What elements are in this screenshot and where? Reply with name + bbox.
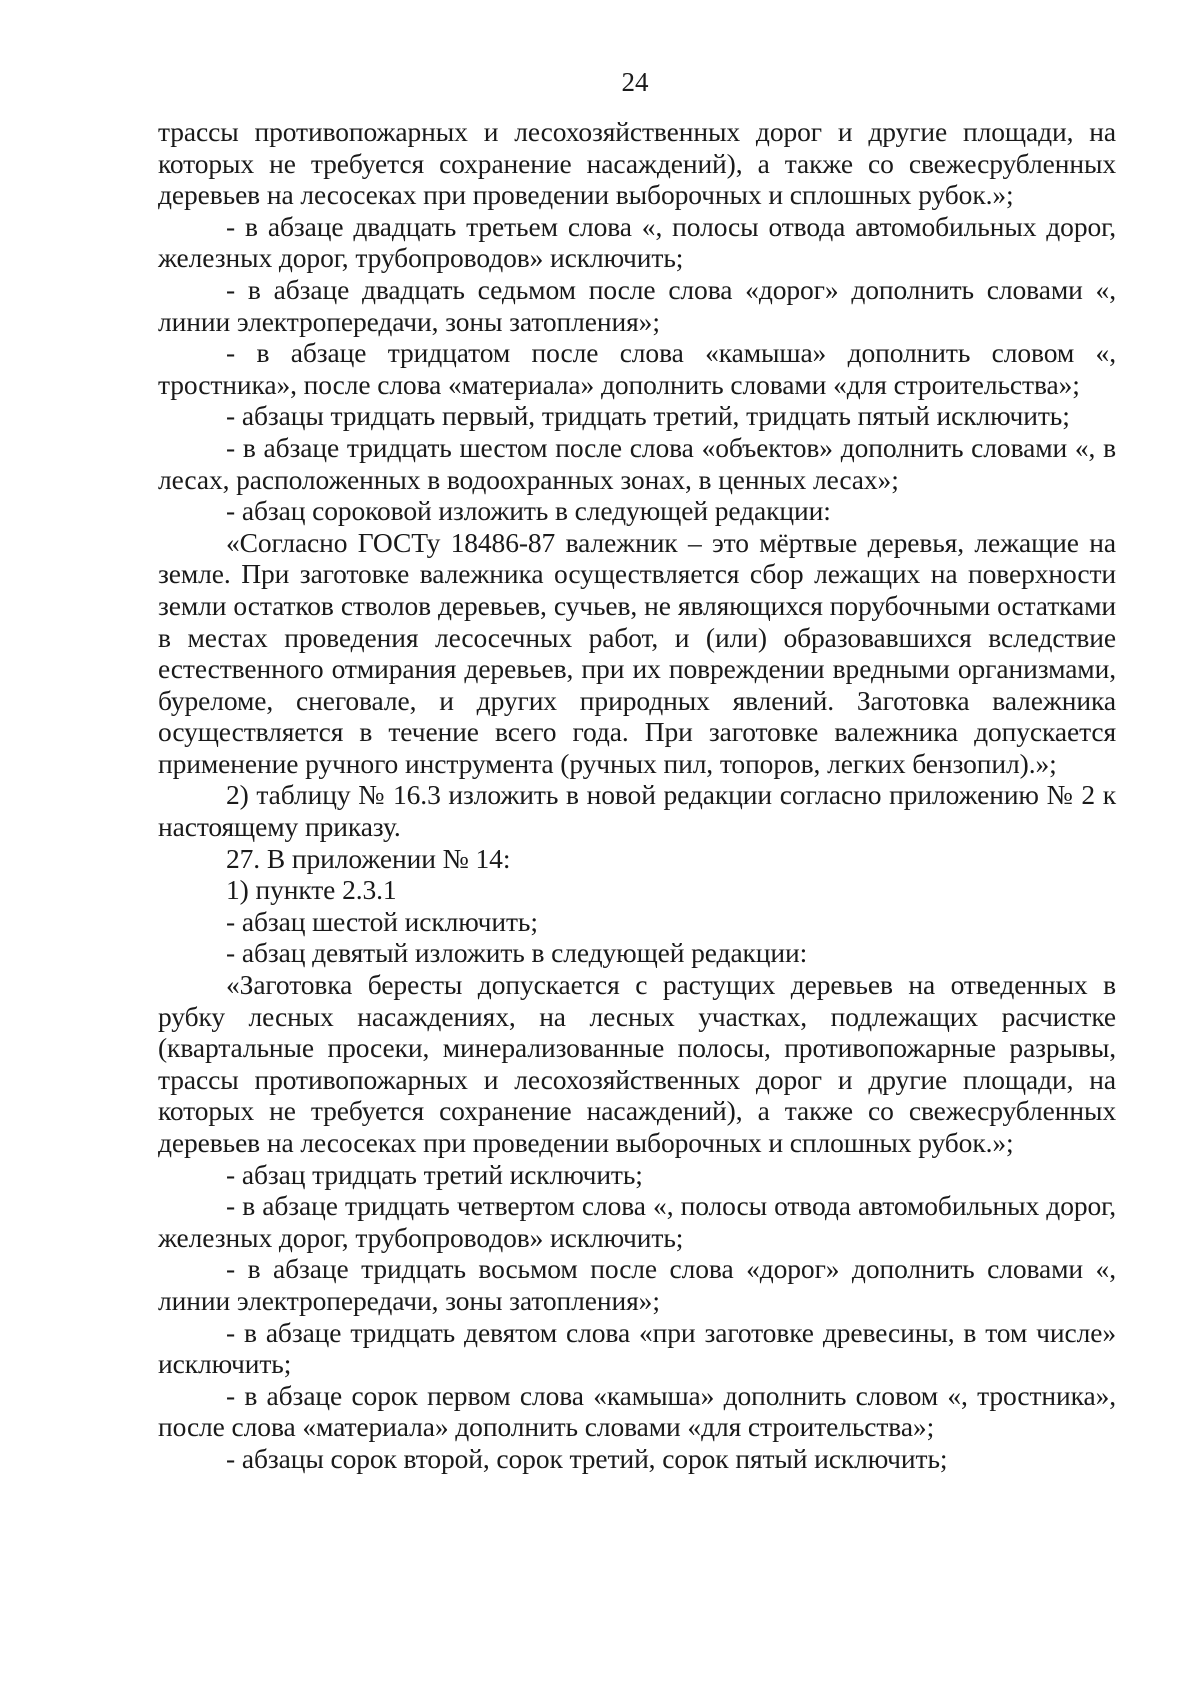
paragraph: - в абзаце двадцать третьем слова «, полосы отвода автомобильных дорог, железных дорог, трубопроводов» исключить; bbox=[158, 210, 1116, 274]
paragraph: - абзац шестой исключить; bbox=[226, 905, 538, 937]
quoted-paragraph: «Заготовка бересты допускается с растущих деревьев на отведенных в рубку лесных насаждениях, на лесных участках, подлежащих расчистке (квартальные просеки, минерализованные полосы, противопожарные разрывы, трассы противопожарных и лесохозяйственных дорог и другие площади, на которых не требуется сохранение насаждений), а также со свежесрубленных деревьев на лесосеках при проведении выборочных и сплошных рубок.»; bbox=[158, 969, 1116, 1158]
document-body bbox=[158, 116, 1116, 1475]
page-number: 24 bbox=[621, 67, 649, 97]
paragraph: 2) таблицу № 16.3 изложить в новой редакции согласно приложению № 2 к настоящему приказу. bbox=[158, 779, 1116, 843]
paragraph: - абзац сороковой изложить в следующей редакции: bbox=[226, 495, 831, 527]
paragraph: - в абзаце тридцать восьмом после слова «дорог» дополнить словами «, линии электропередачи, зоны затопления»; bbox=[158, 1253, 1116, 1316]
paragraph: - в абзаце тридцатом после слова «камыша» дополнить словом «, тростника», после слова «материала» дополнить словами «для строительства»; bbox=[158, 337, 1116, 400]
paragraph: - абзацы тридцать первый, тридцать третий, тридцать пятый исключить; bbox=[226, 400, 1070, 432]
section-heading: 27. В приложении № 14: bbox=[226, 842, 511, 874]
paragraph: трассы противопожарных и лесохозяйственных дорог и другие площади, на которых не требуется сохранение насаждений), а также со свежесрубленных деревьев на лесосеках при проведении выборочных и сплошных рубок.»; bbox=[158, 116, 1116, 211]
paragraph: - абзац девятый изложить в следующей редакции: bbox=[226, 937, 808, 969]
paragraph: - в абзаце тридцать шестом после слова «объектов» дополнить словами «, в лесах, расположенных в водоохранных зонах, в ценных лесах»; bbox=[158, 431, 1116, 495]
paragraph: - в абзаце тридцать девятом слова «при заготовке древесины, в том числе» исключить; bbox=[158, 1316, 1116, 1380]
paragraph: - абзац тридцать третий исключить; bbox=[226, 1158, 643, 1190]
paragraph: - в абзаце двадцать седьмом после слова «дорог» дополнить словами «, линии электропередачи, зоны затопления»; bbox=[158, 273, 1116, 337]
paragraph: - в абзаце сорок первом слова «камыша» дополнить словом «, тростника», после слова «материала» дополнить словами «для строительства»; bbox=[158, 1379, 1116, 1443]
paragraph: - в абзаце тридцать четвертом слова «, полосы отвода автомобильных дорог, железных дорог, трубопроводов» исключить; bbox=[158, 1190, 1116, 1253]
paragraph: - абзацы сорок второй, сорок третий, сорок пятый исключить; bbox=[226, 1442, 948, 1474]
quoted-paragraph: «Согласно ГОСТу 18486-87 валежник – это мёртвые деревья, лежащие на земле. При заготовке валежника осуществляется сбор лежащих на поверхности земли остатков стволов деревьев, сучьев, не являющихся порубочными остатками в местах проведения лесосечных работ, и (или) образовавшихся вследствие естественного отмирания деревьев, при их повреждении вредными организмами, буреломе, снеговале, и других природных явлений. Заготовка валежника осуществляется в течение всего года. При заготовке валежника допускается применение ручного инструмента (ручных пил, топоров, легких бензопил).»; bbox=[158, 526, 1116, 779]
paragraph: 1) пункте 2.3.1 bbox=[226, 874, 397, 906]
